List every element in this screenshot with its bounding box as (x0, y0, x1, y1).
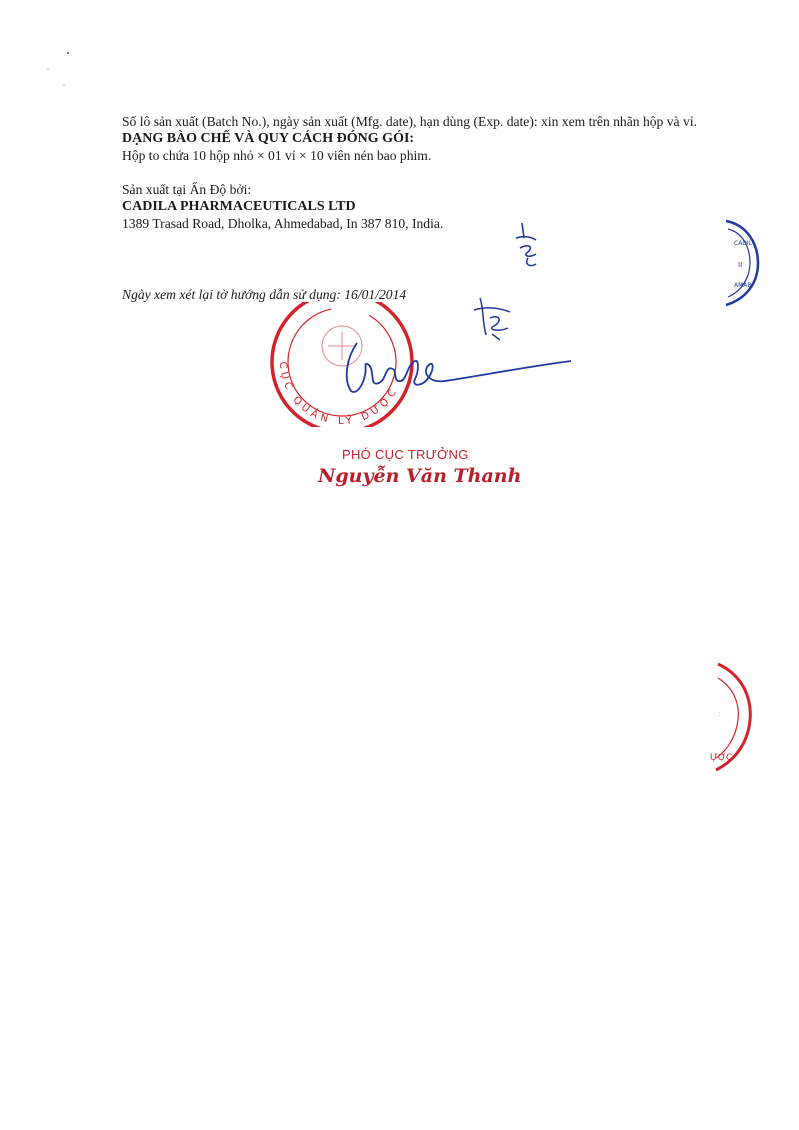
batch-info: Số lô sản xuất (Batch No.), ngày sản xuất (Mfg. date), hạn dùng (Exp. date): xin xem trên nhãn hộp và vỉ. (122, 114, 697, 129)
director-signature-icon (335, 335, 575, 405)
review-date: Ngày xem xét lại tờ hướng dẫn sử dụng: 16/01/2014 (122, 287, 407, 302)
scan-speckle-icon (40, 45, 80, 105)
approver-name: Nguyễn Văn Thanh (318, 465, 522, 487)
approver-title: PHÓ CỤC TRƯỞNG (342, 447, 469, 462)
dosage-heading: DẠNG BÀO CHẾ VÀ QUY CÁCH ĐÓNG GÓI: (122, 131, 415, 146)
ministry-seal-partial-icon (700, 660, 760, 775)
company-seal-icon (712, 215, 762, 310)
initials-signature-icon (508, 218, 548, 273)
packaging-info: Hộp to chứa 10 hộp nhỏ × 01 vỉ × 10 viên nén bao phim. (122, 148, 432, 163)
document-body (122, 113, 732, 232)
seal-text: CỤC QUẢN LÝ DƯỢC (276, 361, 401, 427)
svg-text:CADIL: CADIL (734, 240, 753, 247)
company-address: 1389 Trasad Road, Dholka, Ahmedabad, In 387 810, India. (122, 216, 444, 231)
manufactured-in: Sản xuất tại Ấn Độ bởi: (122, 182, 252, 197)
svg-text:ỰỢC: ỰỢC (710, 753, 733, 763)
svg-text::: : (718, 710, 721, 718)
svg-text:AMAB: AMAB (734, 282, 752, 289)
company-name: CADILA PHARMACEUTICALS LTD (122, 199, 356, 214)
svg-text:II: II (738, 261, 743, 269)
